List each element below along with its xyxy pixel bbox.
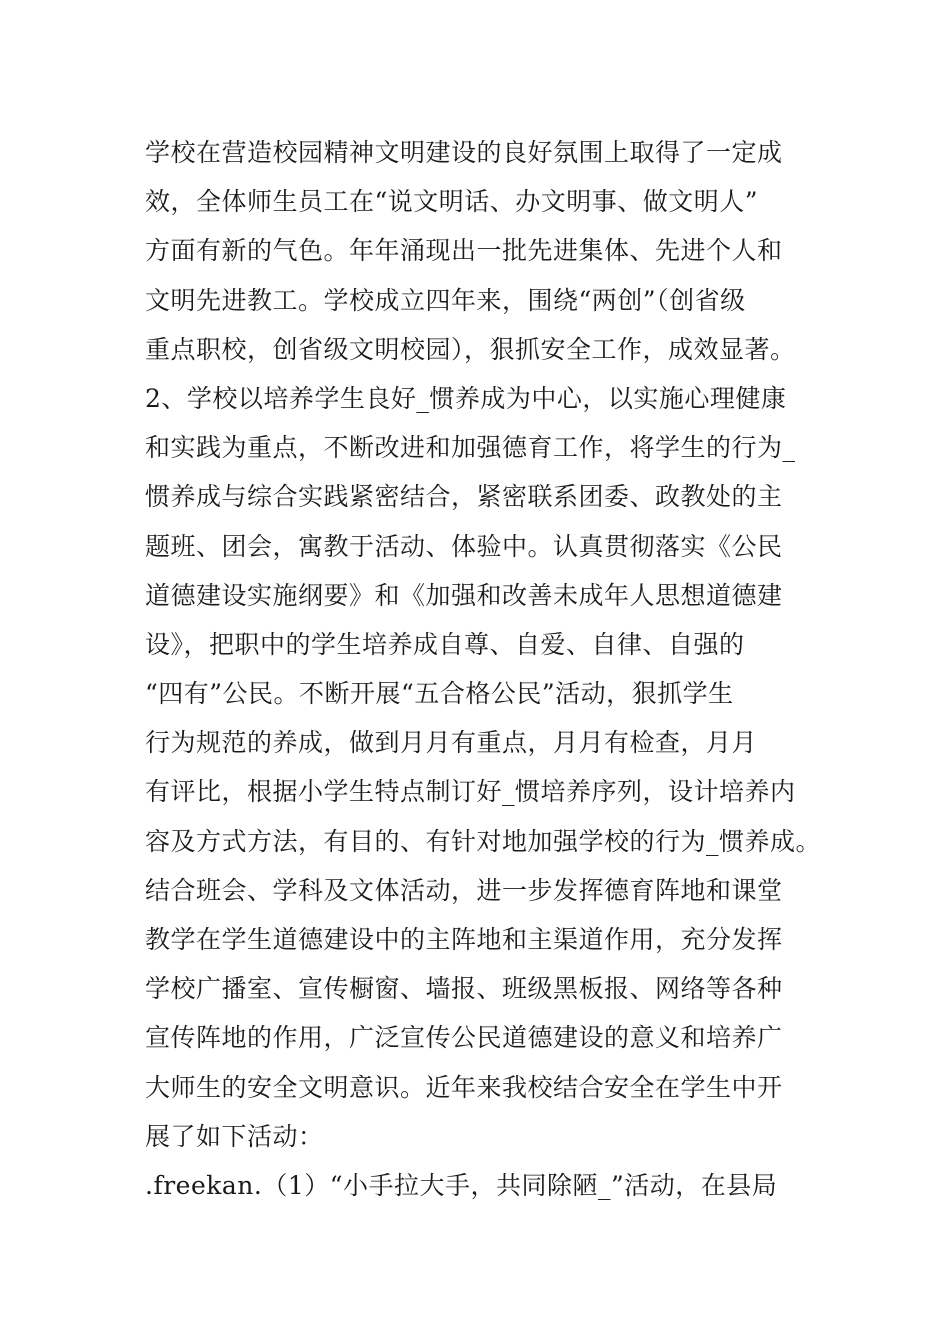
text-line: 和实践为重点，不断改进和加强德育工作，将学生的行为_ xyxy=(145,433,796,463)
text-line: 有评比，根据小学生特点制订好_惯培养序列，设计培养内 xyxy=(145,777,796,807)
text-line: 重点职校，创省级文明校园），狠抓安全工作，成效显著。 xyxy=(145,334,796,364)
text-line: 文明先进教工。学校成立四年来，围绕“两创”（创省级 xyxy=(145,285,746,315)
text-line: “四有”公民。不断开展“五合格公民”活动，狠抓学生 xyxy=(145,679,734,709)
text-line: 道德建设实施纲要》和《加强和改善未成年人思想道德建 xyxy=(145,580,783,610)
document-body xyxy=(145,128,825,1210)
text-line: 设》，把职中的学生培养成自尊、自爱、自律、自强的 xyxy=(145,629,745,659)
text-line: 题班、团会，寓教于活动、体验中。认真贯彻落实《公民 xyxy=(145,531,783,561)
text-line: .freekan.（1）“小手拉大手，共同除陋_”活动，在县局 xyxy=(145,1170,778,1200)
text-line: 教学在学生道德建设中的主阵地和主渠道作用，充分发挥 xyxy=(145,925,783,954)
text-line: 方面有新的气色。年年涌现出一批先进集体、先进个人和 xyxy=(145,236,783,266)
text-line: 惯养成与综合实践紧密结合，紧密联系团委、政教处的主 xyxy=(145,482,783,512)
text-line: 学校广播室、宣传橱窗、墙报、班级黑板报、网络等各种 xyxy=(145,974,783,1004)
text-line: 容及方式方法，有目的、有针对地加强学校的行为_惯养成。 xyxy=(145,826,822,856)
text-line: 效，全体师生员工在“说文明话、办文明事、做文明人” xyxy=(145,187,759,217)
text-line: 2、学校以培养学生良好_惯养成为中心，以实施心理健康 xyxy=(145,383,787,413)
text-line: 大师生的安全文明意识。近年来我校结合安全在学生中开 xyxy=(145,1072,783,1102)
text-line: 行为规范的养成，做到月月有重点，月月有检查，月月 xyxy=(145,728,758,758)
text-line: 宣传阵地的作用，广泛宣传公民道德建设的意义和培养广 xyxy=(145,1023,783,1053)
text-line: 学校在营造校园精神文明建设的良好氛围上取得了一定成 xyxy=(145,138,783,167)
text-line: 结合班会、学科及文体活动，进一步发挥德育阵地和课堂 xyxy=(145,875,783,905)
text-line: 展了如下活动： xyxy=(145,1121,324,1151)
